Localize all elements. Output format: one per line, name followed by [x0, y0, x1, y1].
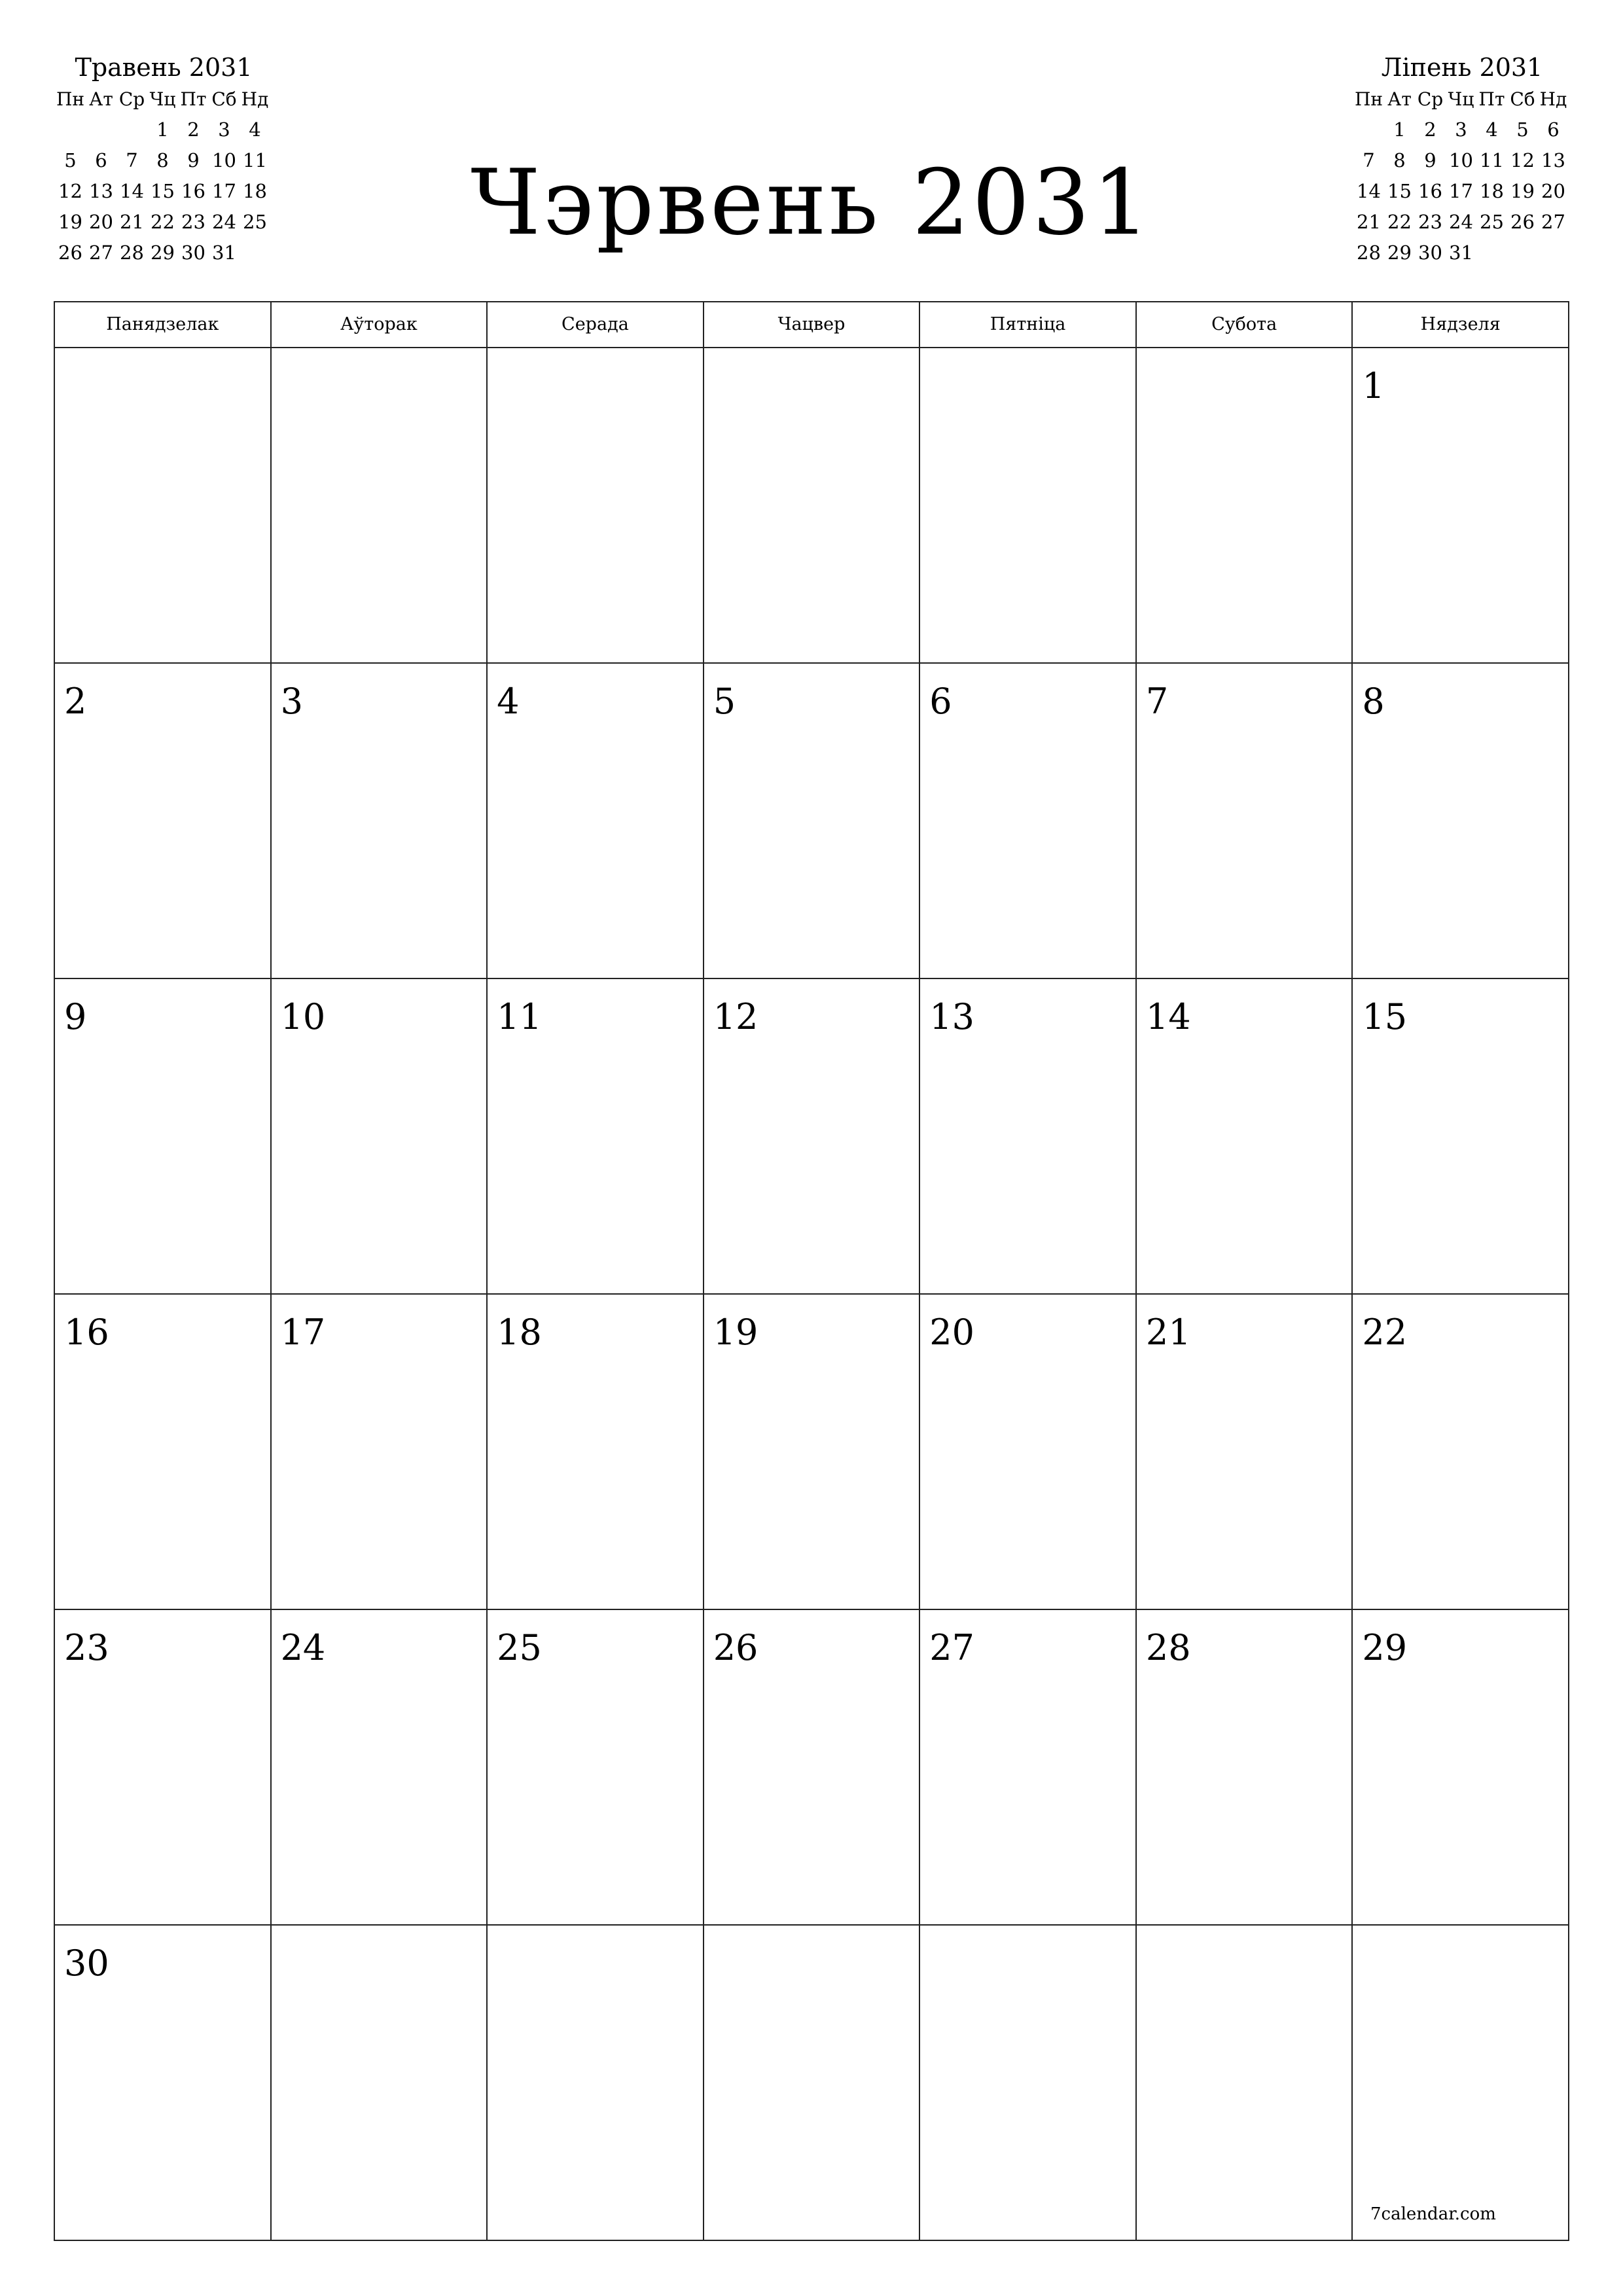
weekday-header: Аўторак: [272, 302, 488, 348]
mini-day-cell: 31: [1449, 242, 1473, 264]
mini-day-cell: 12: [1510, 149, 1535, 171]
mini-day-cell: 23: [181, 211, 205, 233]
day-cell[interactable]: [920, 1926, 1137, 2241]
day-cell[interactable]: [704, 1610, 921, 1926]
day-cell[interactable]: [1137, 979, 1353, 1295]
mini-day-cell: [1353, 115, 1384, 145]
day-number: 16: [64, 1312, 109, 1353]
day-cell[interactable]: [920, 979, 1137, 1295]
day-number: 17: [280, 1312, 326, 1353]
mini-weekday-header: Ат: [1387, 88, 1412, 110]
mini-day-cell: 1: [1393, 118, 1406, 141]
mini-day-cell: 8: [1393, 149, 1406, 171]
day-number: 30: [64, 1943, 109, 1984]
weekday-header: Панядзелак: [55, 302, 272, 348]
mini-day-cell: 3: [1455, 118, 1467, 141]
mini-day-cell: 28: [120, 242, 144, 264]
day-cell[interactable]: [272, 979, 488, 1295]
day-cell[interactable]: [272, 1610, 488, 1926]
mini-day-cell: 26: [58, 242, 82, 264]
day-number: 14: [1145, 996, 1191, 1037]
day-number: 23: [64, 1627, 109, 1668]
day-cell[interactable]: [704, 348, 921, 664]
mini-day-cell: 5: [64, 149, 77, 171]
prev-month-grid: [55, 84, 275, 268]
day-number: 20: [929, 1312, 974, 1353]
day-cell[interactable]: [488, 1926, 704, 2241]
prev-month-title: Травень 2031: [75, 53, 253, 82]
day-number: 7: [1145, 681, 1169, 722]
mini-day-cell: 14: [1357, 180, 1381, 202]
mini-day-cell: 25: [1480, 211, 1504, 233]
month-grid: [54, 301, 1569, 2241]
next-month-calendar: [1351, 51, 1573, 268]
mini-weekday-header: Ср: [1417, 88, 1444, 110]
day-cell[interactable]: [272, 1926, 488, 2241]
mini-weekday-header: Чц: [1448, 88, 1474, 110]
day-cell[interactable]: [55, 348, 272, 664]
mini-day-cell: 11: [1480, 149, 1504, 171]
mini-day-cell: 12: [58, 180, 82, 202]
mini-weekday-header: Пт: [180, 88, 207, 110]
mini-day-cell: [1507, 238, 1538, 268]
day-number: 24: [280, 1627, 326, 1668]
mini-weekday-header: Сб: [1510, 88, 1535, 110]
day-cell[interactable]: [1137, 1926, 1353, 2241]
day-number: 5: [713, 681, 736, 722]
day-cell[interactable]: [488, 348, 704, 664]
mini-weekday-header: Пн: [56, 88, 85, 110]
day-cell[interactable]: [55, 1610, 272, 1926]
mini-day-cell: 16: [1418, 180, 1442, 202]
mini-day-cell: 6: [95, 149, 107, 171]
mini-day-cell: 25: [243, 211, 267, 233]
mini-weekday-header: Ср: [118, 88, 145, 110]
mini-weekday-header: Пт: [1478, 88, 1505, 110]
mini-weekday-header: Нд: [1539, 88, 1567, 110]
weekday-header: Серада: [488, 302, 704, 348]
day-number: 22: [1362, 1312, 1408, 1353]
mini-weekday-header: Чц: [149, 88, 176, 110]
weekday-header: Пятніца: [920, 302, 1137, 348]
day-cell[interactable]: [1137, 348, 1353, 664]
mini-day-cell: 4: [1486, 118, 1498, 141]
prev-month-calendar: [52, 51, 275, 268]
day-cell[interactable]: [55, 1926, 272, 2241]
day-cell[interactable]: [704, 1295, 921, 1610]
day-number: 9: [64, 996, 87, 1037]
day-number: 2: [64, 681, 87, 722]
day-cell[interactable]: [920, 348, 1137, 664]
mini-day-cell: 15: [1387, 180, 1412, 202]
mini-day-cell: 6: [1547, 118, 1560, 141]
day-cell[interactable]: [272, 1295, 488, 1610]
mini-weekday-header: Пн: [1354, 88, 1383, 110]
weekday-header: Нядзеля: [1353, 302, 1569, 348]
day-number: 18: [497, 1312, 542, 1353]
mini-day-cell: [116, 115, 147, 145]
mini-weekday-header: Сб: [211, 88, 237, 110]
day-number: 13: [929, 996, 974, 1037]
day-cell[interactable]: [704, 979, 921, 1295]
day-cell[interactable]: [272, 664, 488, 979]
mini-day-cell: 18: [1480, 180, 1504, 202]
mini-day-cell: 26: [1510, 211, 1535, 233]
mini-day-cell: 19: [1510, 180, 1535, 202]
weekday-header: Чацвер: [704, 302, 921, 348]
mini-day-cell: 11: [243, 149, 267, 171]
day-number: 10: [280, 996, 326, 1037]
mini-day-cell: 29: [151, 242, 175, 264]
mini-day-cell: 15: [151, 180, 175, 202]
mini-day-cell: 8: [156, 149, 169, 171]
day-cell[interactable]: [488, 1295, 704, 1610]
day-cell[interactable]: [55, 1295, 272, 1610]
mini-day-cell: [1476, 238, 1507, 268]
day-number: 29: [1362, 1627, 1408, 1668]
mini-day-cell: 14: [120, 180, 144, 202]
mini-day-cell: 22: [1387, 211, 1412, 233]
mini-day-cell: 1: [156, 118, 169, 141]
mini-day-cell: 30: [1418, 242, 1442, 264]
day-number: 11: [497, 996, 542, 1037]
mini-day-cell: 10: [212, 149, 236, 171]
day-cell[interactable]: [1353, 664, 1569, 979]
mini-day-cell: 13: [1541, 149, 1565, 171]
day-cell[interactable]: [1353, 1610, 1569, 1926]
day-cell[interactable]: [1353, 1295, 1569, 1610]
mini-day-cell: 18: [243, 180, 267, 202]
mini-day-cell: 21: [120, 211, 144, 233]
day-number: 6: [929, 681, 952, 722]
mini-day-cell: 17: [212, 180, 236, 202]
day-cell[interactable]: [1353, 348, 1569, 664]
day-number: 4: [497, 681, 520, 722]
mini-day-cell: 2: [1424, 118, 1436, 141]
day-cell[interactable]: [1353, 979, 1569, 1295]
mini-day-cell: 19: [58, 211, 82, 233]
day-cell[interactable]: [488, 664, 704, 979]
mini-day-cell: 3: [218, 118, 230, 141]
mini-day-cell: 17: [1449, 180, 1473, 202]
mini-day-cell: 22: [151, 211, 175, 233]
day-number: 28: [1145, 1627, 1191, 1668]
mini-weekday-header: Ат: [89, 88, 113, 110]
day-number: 19: [713, 1312, 758, 1353]
day-cell[interactable]: [1137, 1295, 1353, 1610]
day-number: 15: [1362, 996, 1408, 1037]
day-cell[interactable]: [920, 1295, 1137, 1610]
page-title: Чэрвень 2031: [471, 150, 1152, 255]
mini-day-cell: 10: [1449, 149, 1473, 171]
weekday-header: Субота: [1137, 302, 1353, 348]
mini-day-cell: 20: [89, 211, 113, 233]
mini-day-cell: [1538, 238, 1569, 268]
footer-site-label: 7calendar.com: [1370, 2204, 1496, 2224]
mini-day-cell: 23: [1418, 211, 1442, 233]
day-number: 1: [1362, 365, 1385, 406]
mini-day-cell: 16: [181, 180, 205, 202]
mini-day-cell: 9: [1424, 149, 1436, 171]
day-number: 3: [280, 681, 303, 722]
mini-day-cell: 21: [1357, 211, 1381, 233]
mini-day-cell: 9: [187, 149, 200, 171]
mini-day-cell: 27: [1541, 211, 1565, 233]
day-cell[interactable]: [55, 664, 272, 979]
mini-day-cell: 24: [212, 211, 236, 233]
day-cell[interactable]: [488, 1610, 704, 1926]
day-cell[interactable]: [1137, 1610, 1353, 1926]
mini-day-cell: 27: [89, 242, 113, 264]
mini-day-cell: 7: [126, 149, 138, 171]
mini-day-cell: 29: [1387, 242, 1412, 264]
day-number: 27: [929, 1627, 974, 1668]
mini-day-cell: 31: [212, 242, 236, 264]
next-month-grid: [1353, 84, 1573, 268]
mini-day-cell: 20: [1541, 180, 1565, 202]
mini-day-cell: [86, 115, 116, 145]
mini-day-cell: 24: [1449, 211, 1473, 233]
day-number: 25: [497, 1627, 542, 1668]
day-cell[interactable]: [272, 348, 488, 664]
mini-day-cell: 5: [1516, 118, 1529, 141]
day-cell[interactable]: [704, 1926, 921, 2241]
day-cell[interactable]: [1353, 1926, 1569, 2241]
day-cell[interactable]: [704, 664, 921, 979]
mini-day-cell: 4: [249, 118, 261, 141]
day-cell[interactable]: [920, 1610, 1137, 1926]
mini-day-cell: 28: [1357, 242, 1381, 264]
next-month-title: Ліпень 2031: [1381, 53, 1543, 82]
mini-day-cell: 30: [181, 242, 205, 264]
day-cell[interactable]: [920, 664, 1137, 979]
day-cell[interactable]: [1137, 664, 1353, 979]
mini-day-cell: 13: [89, 180, 113, 202]
day-cell[interactable]: [488, 979, 704, 1295]
day-number: 26: [713, 1627, 758, 1668]
mini-weekday-header: Нд: [241, 88, 269, 110]
mini-day-cell: 2: [187, 118, 200, 141]
mini-day-cell: [55, 115, 86, 145]
day-number: 21: [1145, 1312, 1191, 1353]
day-number: 12: [713, 996, 758, 1037]
day-number: 8: [1362, 681, 1385, 722]
day-cell[interactable]: [55, 979, 272, 1295]
mini-day-cell: 7: [1363, 149, 1375, 171]
